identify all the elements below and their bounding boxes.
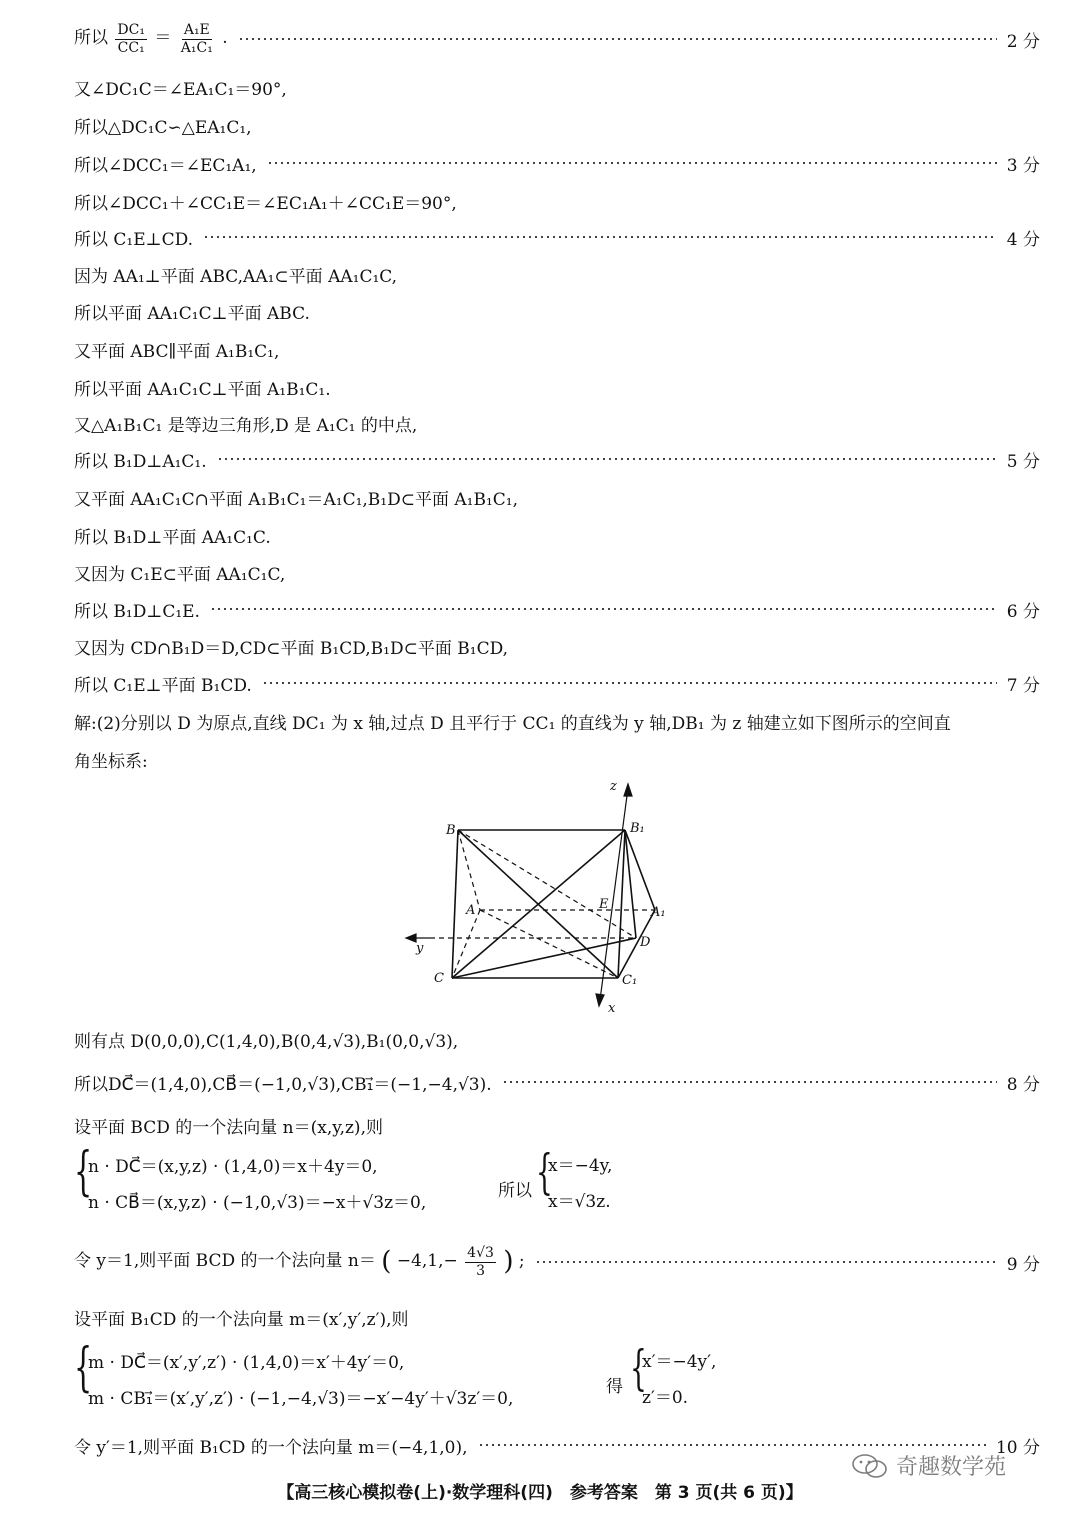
proof-line-11: 又△A₁B₁C₁ 是等边三角形,D 是 A₁C₁ 的中点, [74, 415, 418, 436]
normal-n-line: 设平面 BCD 的一个法向量 n＝(x,y,z),则 [74, 1117, 383, 1138]
proof-line-16: 所以 B₁D⊥C₁E. 6 分 [74, 594, 1040, 624]
proof-line-15: 又因为 C₁E⊂平面 AA₁C₁C, [74, 564, 286, 585]
score: 9 分 [1006, 1254, 1040, 1275]
normal-n-result-line: 令 y＝1,则平面 BCD 的一个法向量 n＝ ( −4,1,− $\frac{4√3}{3}$ ) ; 9 分 [74, 1245, 1040, 1279]
score: 5 分 [1006, 451, 1040, 472]
proof-line-12: 所以 B₁D⊥A₁C₁. 5 分 [74, 444, 1040, 474]
wechat-icon [850, 1452, 890, 1480]
score: 7 分 [1006, 675, 1040, 696]
y-arrow [406, 934, 416, 942]
proof-line-8: 所以平面 AA₁C₁C⊥平面 ABC. [74, 303, 310, 324]
frac-prefix: 所以 [74, 28, 108, 49]
label-a: A [466, 903, 476, 918]
label-y: y [416, 941, 424, 956]
right-brace: { [536, 1144, 553, 1200]
x-arrow [596, 994, 604, 1006]
z-arrow [624, 784, 632, 796]
label-d: D [640, 935, 651, 950]
proof-line-13: 又平面 AA₁C₁C∩平面 A₁B₁C₁＝A₁C₁,B₁D⊂平面 A₁B₁C₁, [74, 489, 519, 510]
proof-line-9: 又平面 ABC∥平面 A₁B₁C₁, [74, 341, 280, 362]
label-c1: C₁ [622, 973, 638, 988]
right-brace: { [630, 1340, 647, 1396]
label-z: z [610, 779, 617, 794]
label-x: x [608, 1001, 616, 1016]
leader-dots [210, 608, 997, 610]
proof-line-20: 角坐标系: [74, 751, 148, 772]
edge-b-d [458, 830, 636, 938]
leader-dots [267, 162, 997, 164]
equation-system-2: { m · DC⃗＝(x′,y′,z′) · (1,4,0)＝x′＋4y′＝0, m · CB₁⃗＝(x′,y′,z′) · (−1,−4,√3)＝−x′−4y′＋√3z′＝0, 得 { x′＝−4y′, z′＝0. [74, 1338, 717, 1409]
fraction-4sqrt3-3: $\frac{4√3}{3}$ [467, 1245, 494, 1279]
left-brace: { [74, 1338, 93, 1398]
score: 8 分 [1006, 1074, 1040, 1095]
label-e: E [599, 897, 609, 912]
normal-m-line: 设平面 B₁CD 的一个法向量 m＝(x′,y′,z′),则 [74, 1309, 409, 1330]
proof-line-3: 所以△DC₁C∽△EA₁C₁, [74, 117, 252, 138]
page-footer: 【高三核心模拟卷(上)·数学理科(四) 参考答案 第 3 页(共 6 页)】 [277, 1483, 803, 1503]
score: 4 分 [1006, 229, 1040, 250]
edge-a-c [452, 910, 480, 978]
label-a1: A₁ [651, 905, 666, 920]
score: 3 分 [1006, 155, 1040, 176]
proof-line-4: 所以∠DCC₁＝∠EC₁A₁, 3 分 [74, 148, 1040, 178]
leader-dots [203, 236, 997, 238]
left-brace: { [74, 1142, 93, 1202]
score: 2 分 [1006, 31, 1040, 52]
leader-dots [502, 1081, 997, 1083]
label-b1: B₁ [630, 821, 645, 836]
proof-line-6: 所以 C₁E⊥CD. 4 分 [74, 222, 1040, 252]
leader-dots [478, 1444, 986, 1446]
proof-line-17: 又因为 CD∩B₁D＝D,CD⊂平面 B₁CD,B₁D⊂平面 B₁CD, [74, 638, 509, 659]
proof-line-14: 所以 B₁D⊥平面 AA₁C₁C. [74, 527, 271, 548]
score: 10 分 [995, 1437, 1040, 1458]
proof-line-18: 所以 C₁E⊥平面 B₁CD. 7 分 [74, 668, 1040, 698]
proof-line-2: 又∠DC₁C＝∠EA₁C₁＝90°, [74, 79, 287, 100]
fraction-a1e-a1c1: $\frac{\text{A₁E}}{\text{A₁C₁}}$ [180, 22, 213, 56]
edge-c-d [452, 938, 636, 978]
leader-dots [262, 682, 997, 684]
proof-line-1: 所以 $\frac{\text{DC₁}}{\text{CC₁}}$ ＝ $\frac{\text{A₁E}}{\text{A₁C₁}}$ . 2 分 [74, 22, 1040, 56]
leader-dots [238, 38, 997, 40]
watermark-text: 奇趣数学苑 [896, 1455, 1007, 1480]
proof-line-5: 所以∠DCC₁＋∠CC₁E＝∠EC₁A₁＋∠CC₁E＝90°, [74, 193, 457, 214]
label-b: B [446, 823, 456, 838]
coordinate-prism-figure [400, 770, 690, 1020]
fraction-dc1-cc1: $\frac{\text{DC₁}}{\text{CC₁}}$ [117, 22, 145, 56]
equation-system-1: { n · DC⃗＝(x,y,z) · (1,4,0)＝x＋4y＝0, n · CB⃗＝(x,y,z) · (−1,0,√3)＝−x＋√3z＝0, 所以 { x＝−4y, x＝√3z. [74, 1142, 613, 1213]
label-c: C [434, 971, 444, 986]
vectors-line: 所以DC⃗＝(1,4,0),CB⃗＝(−1,0,√3),CB₁⃗＝(−1,−4,√3). 8 分 [74, 1067, 1040, 1097]
proof-line-19: 解:(2)分别以 D 为原点,直线 DC₁ 为 x 轴,过点 D 且平行于 CC₁ 的直线为 y 轴,DB₁ 为 z 轴建立如下图所示的空间直 [74, 713, 951, 734]
watermark [850, 1450, 1006, 1481]
proof-line-7: 因为 AA₁⊥平面 ABC,AA₁⊂平面 AA₁C₁C, [74, 266, 398, 287]
proof-line-10: 所以平面 AA₁C₁C⊥平面 A₁B₁C₁. [74, 379, 331, 400]
leader-dots [535, 1261, 997, 1263]
leader-dots [217, 458, 997, 460]
normal-m-result-line: 令 y′＝1,则平面 B₁CD 的一个法向量 m＝(−4,1,0), 10 分 [74, 1430, 1040, 1460]
edge-b-c [452, 830, 458, 978]
points-line: 则有点 D(0,0,0),C(1,4,0),B(0,4,√3),B₁(0,0,√3), [74, 1031, 459, 1052]
score: 6 分 [1006, 601, 1040, 622]
